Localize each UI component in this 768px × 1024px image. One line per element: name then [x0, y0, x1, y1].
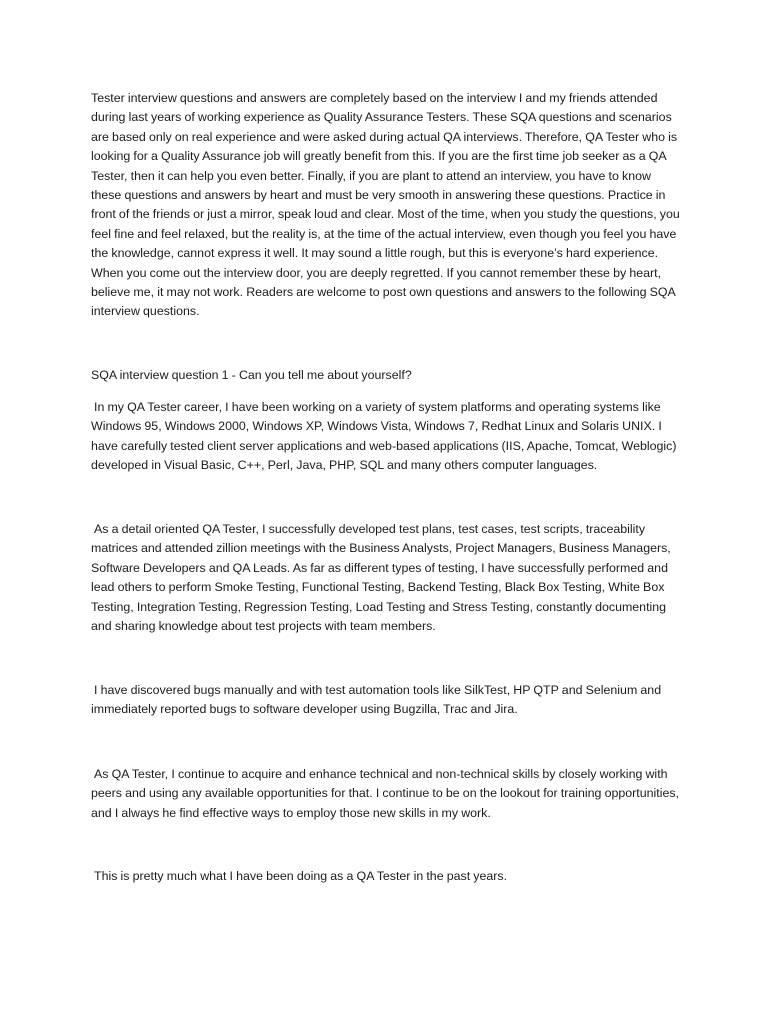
answer-paragraph-bug-tools: I have discovered bugs manually and with test automation tools like SilkTest, HP QTP and Selenium and immediately reported bugs to software developer using Bugzilla, Trac and Jira.	[91, 683, 662, 717]
intro-paragraph: Tester interview questions and answers are completely based on the interview I and my friends attended during last years of working experience as Quality Assurance Testers. These SQA questions and scenarios are based only on real experience and were asked during actual QA interviews. Therefore, QA Tester who is looking for a Quality Assurance job will greatly benefit from this. If you are the first time job seeker as a QA Tester, then it can help you even better. Finally, if you are plant to attend an interview, you have to know these questions and answers by heart and must be very smooth in answering these questions. Practice in front of the friends or just a mirror, speak loud and clear. Most of the time, when you study the questions, you feel fine and feel relaxed, but the reality is, at the time of the actual interview, even though you feel you have the knowledge, cannot express it well. It may sound a little rough, but this is everyone’s hard experience. When you come out the interview door, you are deeply regretted. If you cannot remember these by heart, believe me, it may not work. Readers are welcome to post own questions and answers to the following SQA interview questions.	[91, 91, 680, 319]
answer-paragraph-summary: This is pretty much what I have been doing as a QA Tester in the past years.	[94, 869, 508, 883]
answer-paragraph-platforms: In my QA Tester career, I have been working on a variety of system platforms and operating systems like Windows 95, Windows 2000, Windows XP, Windows Vista, Windows 7, Redhat Linux and Solaris UNIX. I have carefully tested client server applications and web-based applications (IIS, Apache, Tomcat, Weblogic) developed in Visual Basic, C++, Perl, Java, PHP, SQL and many others computer languages.	[91, 400, 677, 473]
answer-paragraph-skills: As QA Tester, I continue to acquire and enhance technical and non-technical skills by closely working with peers and using any available opportunities for that. I continue to be on the lookout for training opportunities, and I always he find effective ways to employ those new skills in my work.	[91, 767, 679, 820]
question-heading: SQA interview question 1 - Can you tell me about yourself?	[91, 368, 412, 382]
answer-paragraph-testing-types: As a detail oriented QA Tester, I successfully developed test plans, test cases, test scripts, traceability matrices and attended zillion meetings with the Business Analysts, Project Managers, Business Managers, Software Developers and QA Leads. As far as different types of testing, I have successfully performed and lead others to perform Smoke Testing, Functional Testing, Backend Testing, Black Box Testing, White Box Testing, Integration Testing, Regression Testing, Load Testing and Stress Testing, constantly documenting and sharing knowledge about test projects with team members.	[91, 522, 671, 634]
